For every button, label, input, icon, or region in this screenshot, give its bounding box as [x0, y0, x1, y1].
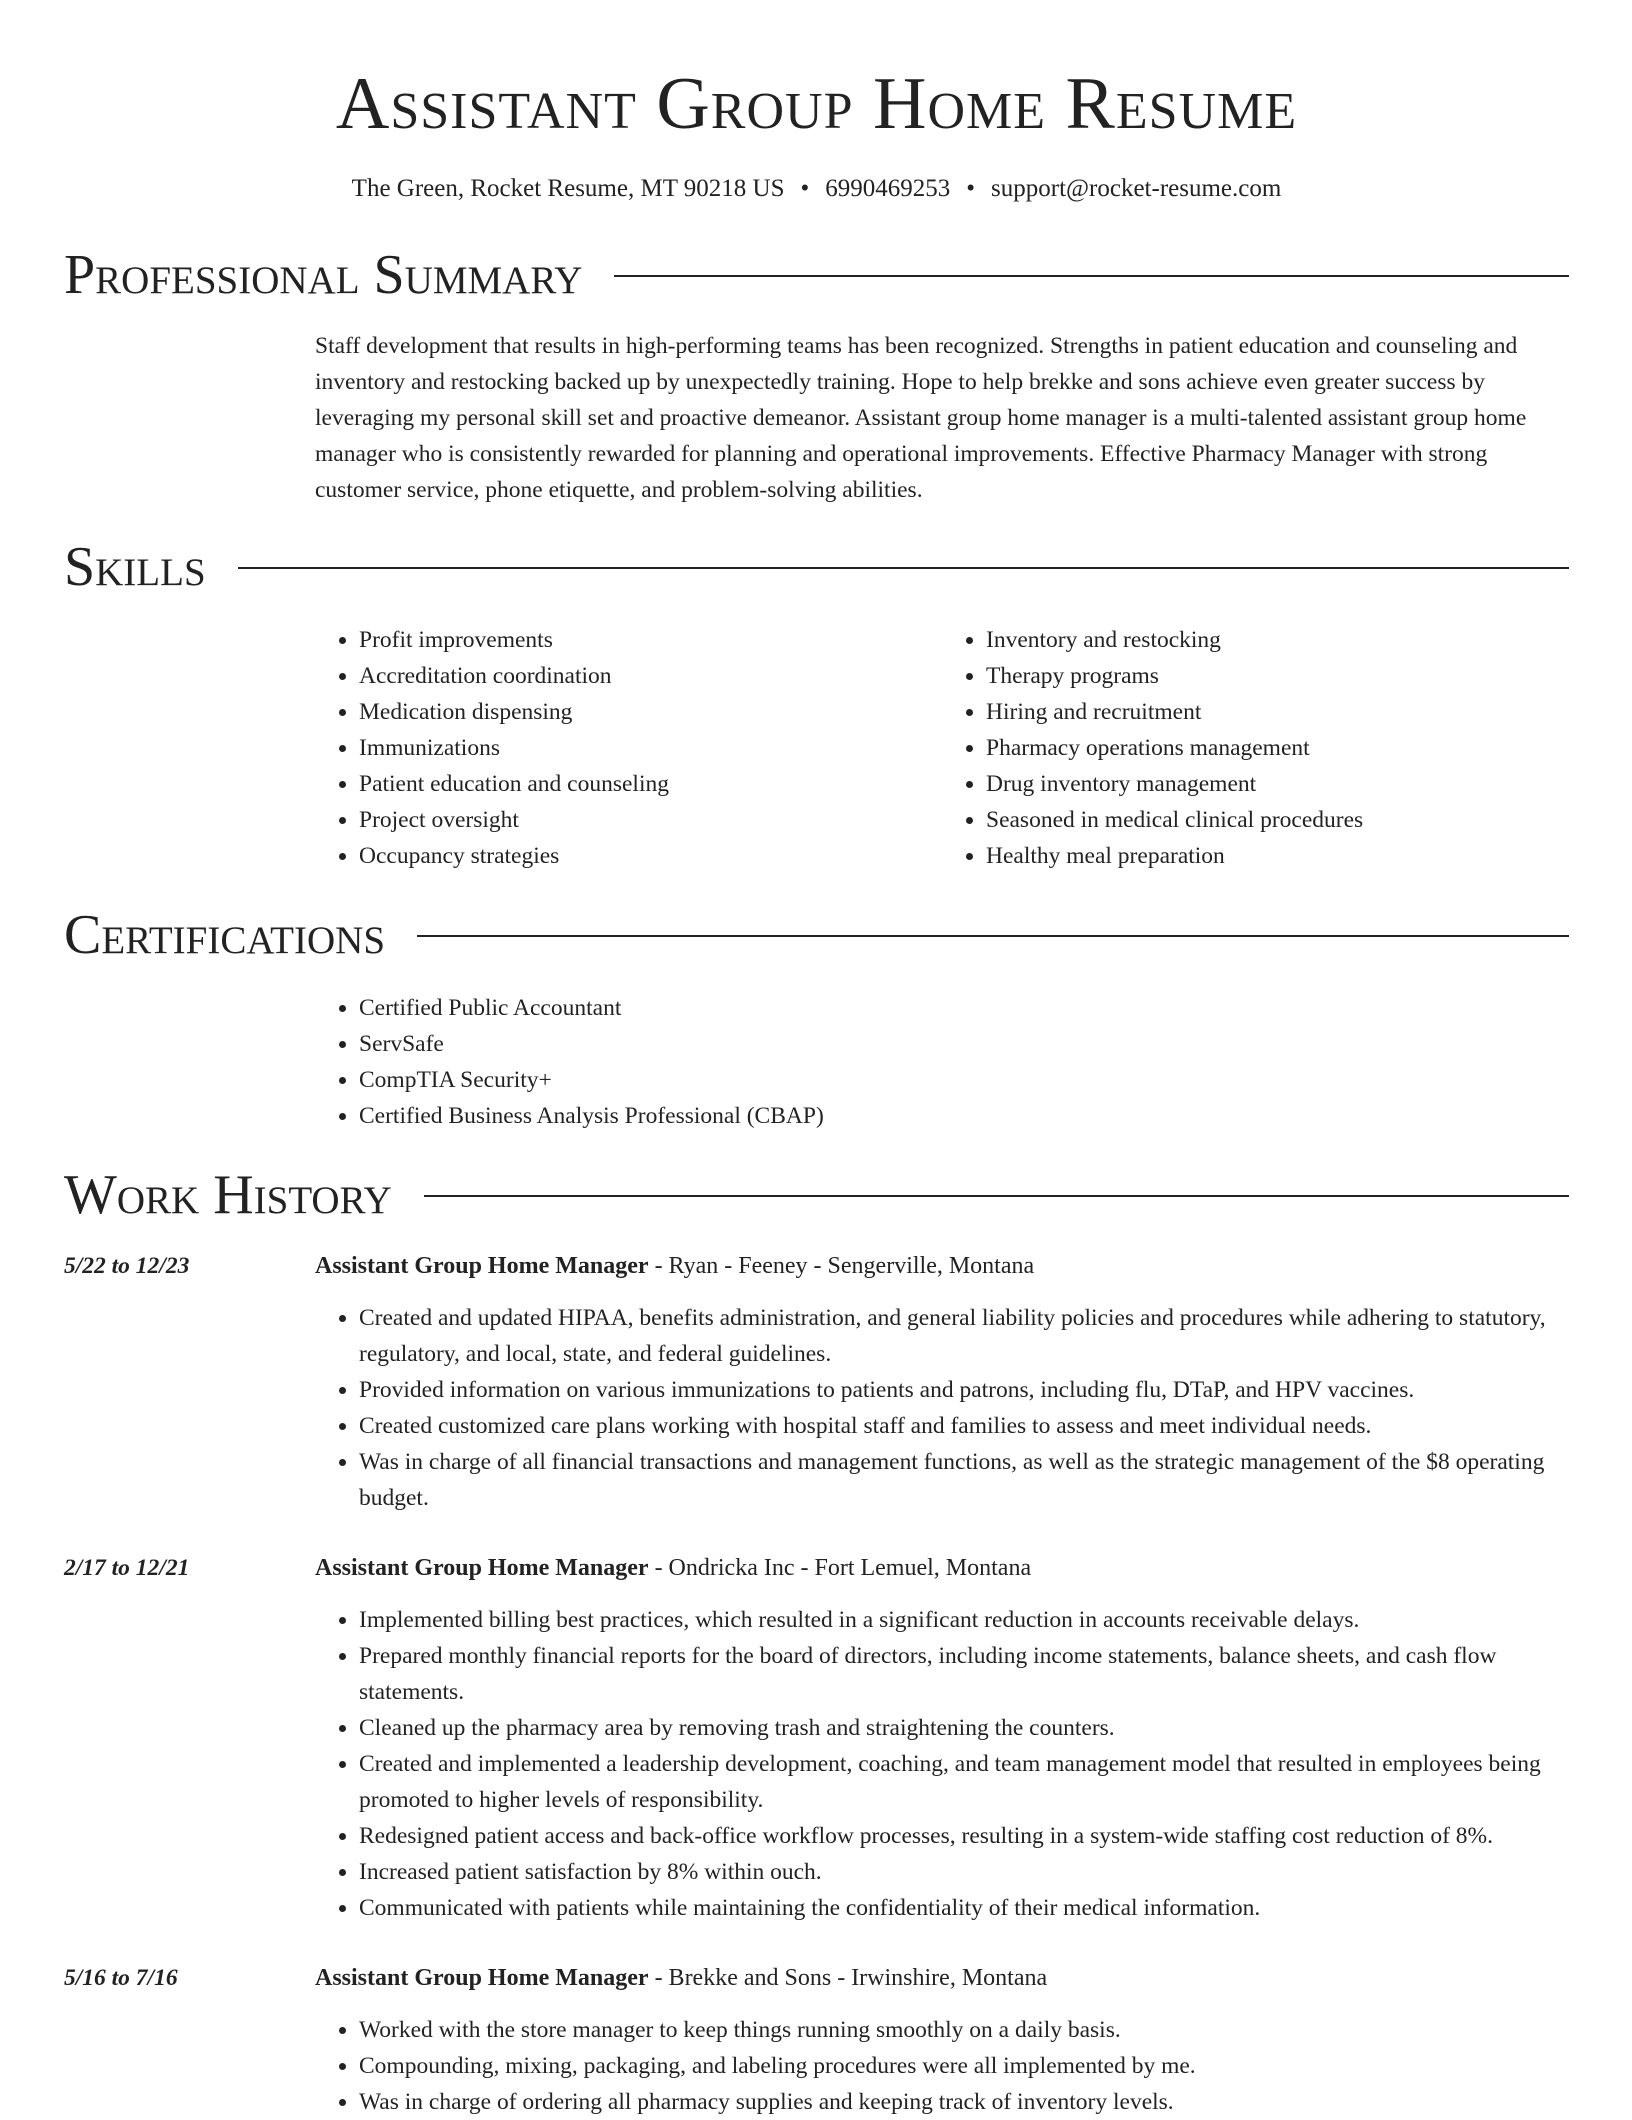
work-history-list — [64, 1248, 1569, 2120]
contact-email: support@rocket-resume.com — [991, 175, 1282, 202]
job-bullet: • Was in charge of all financial transactions and management functions, as well as the strategic management of the $8 operating budget. — [359, 1444, 1569, 1516]
job-entry — [64, 1960, 1569, 2120]
skill-item: • Hiring and recruitment — [986, 694, 1569, 730]
job-bullet: • Created and updated HIPAA, benefits administration, and general liability policies and procedures while adhering to statutory, regulatory, and local, state, and federal guidelines. — [359, 1300, 1569, 1372]
skill-item: • Occupancy strategies — [359, 838, 942, 874]
job-bullets — [315, 1602, 1569, 1926]
job-dates: 2/17 to 12/21 — [64, 1555, 190, 1581]
job-entry — [64, 1550, 1569, 1926]
contact-separator: • — [800, 175, 810, 202]
summary-text: Staff development that results in high-performing teams has been recognized. Strengths in patient education and counseling and inventory and restocking backed up by unexpectedly training. Hope to help brekke and sons achieve even greater success by leveraging my personal skill set and proactive demeanor. Assistant group home manager is a multi-talented assistant group home manager who is consistently rewarded for planning and operational improvements. Effective Pharmacy Manager with strong customer service, phone etiquette, and problem-solving abilities. — [315, 333, 1527, 503]
job-bullet: • Cleaned up the pharmacy area by removing trash and straightening the counters. — [359, 1710, 1569, 1746]
job-body — [315, 1550, 1569, 1926]
contact-line — [64, 172, 1569, 206]
job-employer: - Ryan - Feeney - Sengerville, Montana — [648, 1253, 1035, 1279]
skill-item: • Profit improvements — [359, 622, 942, 658]
certifications-section-header — [64, 900, 1569, 970]
skill-item: • Healthy meal preparation — [986, 838, 1569, 874]
certification-item: • Certified Public Accountant — [359, 990, 1569, 1026]
job-bullet: • Implemented billing best practices, which resulted in a significant reduction in accounts receivable delays. — [359, 1602, 1569, 1638]
job-bullet: • Created customized care plans working with hospital staff and families to assess and meet individual needs. — [359, 1408, 1569, 1444]
job-bullet: • Created and implemented a leadership development, coaching, and team management model that resulted in employees being promoted to higher levels of responsibility. — [359, 1746, 1569, 1818]
contact-address: The Green, Rocket Resume, MT 90218 US — [351, 175, 785, 202]
certifications-section — [315, 990, 1569, 1134]
summary-section-header — [64, 240, 1569, 310]
job-bullet: • Was in charge of ordering all pharmacy supplies and keeping track of inventory levels. — [359, 2084, 1569, 2120]
job-title: Assistant Group Home Manager — [315, 1965, 649, 1991]
job-bullet: • Compounding, mixing, packaging, and labeling procedures were all implemented by me. — [359, 2048, 1569, 2084]
skills-columns — [315, 622, 1569, 874]
job-bullet: • Worked with the store manager to keep things running smoothly on a daily basis. — [359, 2012, 1569, 2048]
job-entry — [64, 1248, 1569, 1516]
contact-separator: • — [966, 175, 976, 202]
job-title-line — [315, 1960, 1569, 1996]
job-employer: - Ondricka Inc - Fort Lemuel, Montana — [648, 1555, 1032, 1581]
certification-item: • CompTIA Security+ — [359, 1062, 1569, 1098]
summary-heading: Professional Summary — [64, 244, 583, 306]
job-bullets — [315, 2012, 1569, 2120]
resume-title: Assistant Group Home Resume — [335, 63, 1298, 145]
skills-section-header — [64, 532, 1569, 602]
certifications-heading: Certifications — [64, 904, 386, 966]
skills-list-left — [315, 622, 942, 874]
certification-item: • Certified Business Analysis Professional (CBAP) — [359, 1098, 1569, 1134]
skill-item: • Therapy programs — [986, 658, 1569, 694]
section-divider — [238, 567, 1569, 569]
job-dates: 5/22 to 12/23 — [64, 1253, 190, 1279]
skill-item: • Immunizations — [359, 730, 942, 766]
job-bullet: • Redesigned patient access and back-office workflow processes, resulting in a system-wide staffing cost reduction of 8%. — [359, 1818, 1569, 1854]
skills-list-right — [942, 622, 1569, 874]
skill-item: • Project oversight — [359, 802, 942, 838]
job-title: Assistant Group Home Manager — [315, 1555, 649, 1581]
job-body — [315, 1248, 1569, 1516]
skill-item: • Pharmacy operations management — [986, 730, 1569, 766]
job-bullet: • Prepared monthly financial reports for the board of directors, including income statements, balance sheets, and cash flow statements. — [359, 1638, 1569, 1710]
skills-heading: Skills — [64, 536, 206, 598]
job-employer: - Brekke and Sons - Irwinshire, Montana — [648, 1965, 1048, 1991]
section-divider — [614, 275, 1569, 277]
section-divider — [417, 935, 1569, 937]
job-title-line — [315, 1550, 1569, 1586]
job-title: Assistant Group Home Manager — [315, 1253, 649, 1279]
skill-item: • Drug inventory management — [986, 766, 1569, 802]
job-body — [315, 1960, 1569, 2120]
summary-section — [315, 328, 1569, 508]
job-bullet: • Communicated with patients while maintaining the confidentiality of their medical information. — [359, 1890, 1569, 1926]
skill-item: • Accreditation coordination — [359, 658, 942, 694]
job-dates: 5/16 to 7/16 — [64, 1965, 178, 1991]
job-title-line — [315, 1248, 1569, 1284]
job-bullet: • Increased patient satisfaction by 8% within ouch. — [359, 1854, 1569, 1890]
certifications-list — [315, 990, 1569, 1134]
job-bullets — [315, 1300, 1569, 1516]
contact-phone: 6990469253 — [825, 175, 951, 202]
resume-page — [64, 0, 1569, 2120]
skill-item: • Seasoned in medical clinical procedures — [986, 802, 1569, 838]
job-bullet: • Provided information on various immunizations to patients and patrons, including flu, DTaP, and HPV vaccines. — [359, 1372, 1569, 1408]
skill-item: • Patient education and counseling — [359, 766, 942, 802]
work-heading: Work History — [64, 1164, 392, 1226]
work-section-header — [64, 1160, 1569, 1230]
section-divider — [424, 1195, 1569, 1197]
certification-item: • ServSafe — [359, 1026, 1569, 1062]
skill-item: • Medication dispensing — [359, 694, 942, 730]
skill-item: • Inventory and restocking — [986, 622, 1569, 658]
skills-section — [315, 622, 1569, 874]
